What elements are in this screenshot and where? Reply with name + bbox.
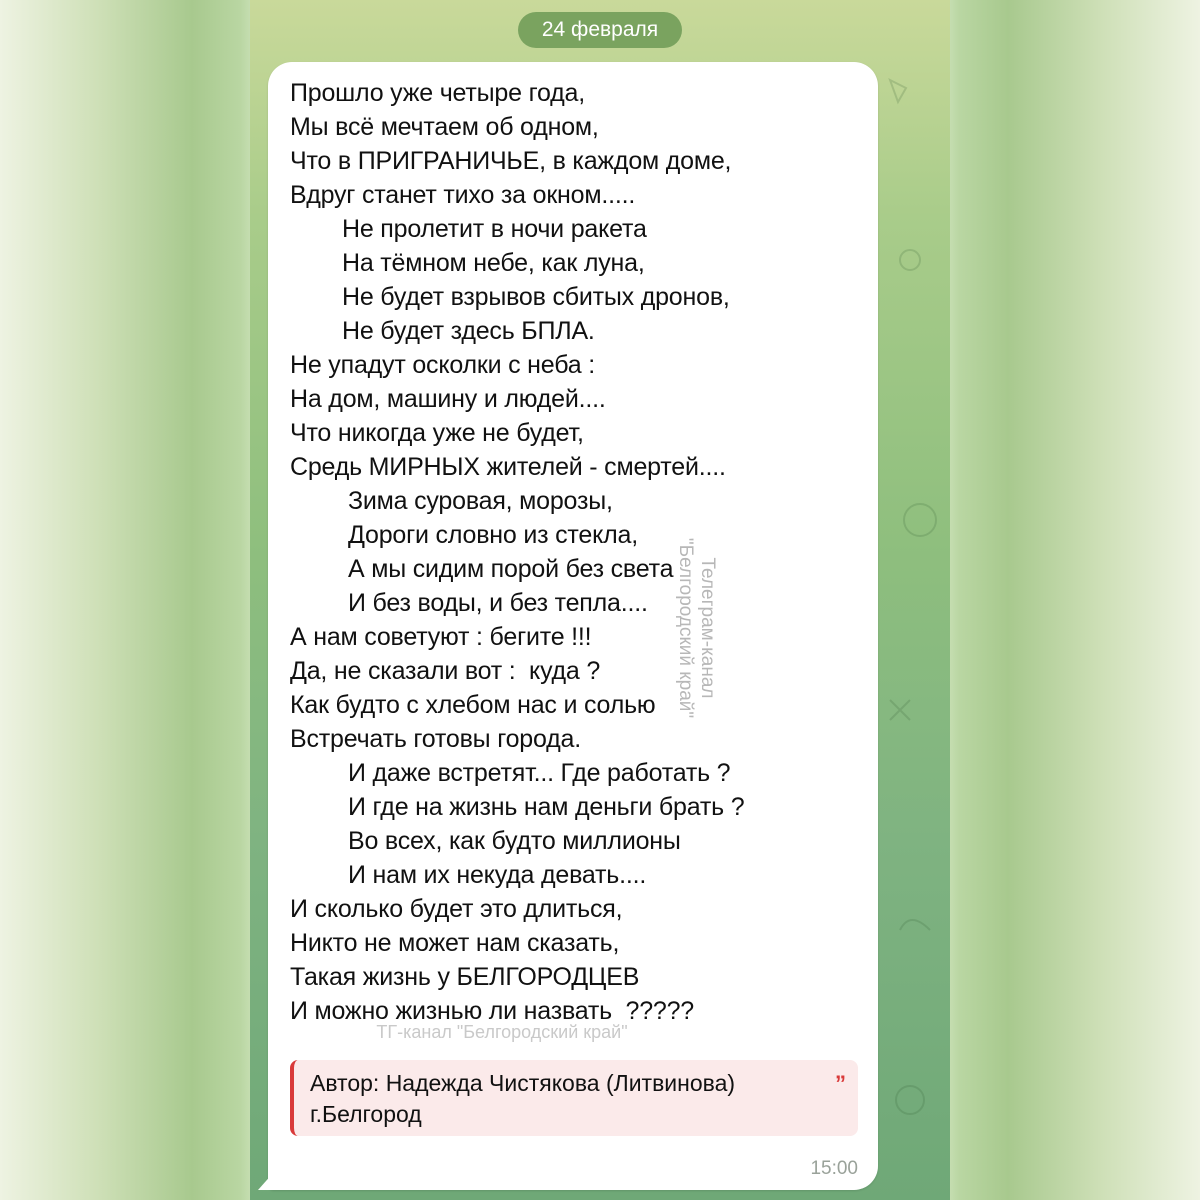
author-quote-block — [290, 1060, 858, 1136]
poem-line: А мы сидим порой без света — [348, 555, 674, 583]
message-bubble-tail — [258, 1172, 274, 1190]
poem-line: И где на жизнь нам деньги брать ? — [348, 793, 745, 821]
poem-line: И сколько будет это длиться, — [290, 895, 623, 923]
watermark-vertical: Телеграм-канал "Белгородский край" — [675, 537, 718, 719]
poem-line: И без воды, и без тепла.... — [348, 589, 648, 617]
poem-line: Дороги словно из стекла, — [348, 521, 638, 549]
poem-line: И нам их некуда девать.... — [348, 861, 647, 889]
date-badge: 24 февраля — [518, 12, 682, 48]
poem-line: Вдруг станет тихо за окном..... — [290, 181, 636, 209]
poem-line: И можно жизнью ли назвать ????? — [290, 997, 695, 1025]
quote-mark-icon: ” — [835, 1071, 846, 1096]
poem-line: Что в ПРИГРАНИЧЬЕ, в каждом доме, — [290, 147, 732, 175]
poem-line: Не будет взрывов сбитых дронов, — [342, 283, 730, 311]
poem-line: Средь МИРНЫХ жителей - смертей.... — [290, 453, 726, 481]
poem-line: Да, не сказали вот : куда ? — [290, 657, 601, 685]
quote-city-line: г.Белгород — [310, 1101, 422, 1127]
poem-line: Во всех, как будто миллионы — [348, 827, 681, 855]
poem-line: Не пролетит в ночи ракета — [342, 215, 647, 243]
poem-line: Встречать готовы города. — [290, 725, 581, 753]
poem-line: Как будто с хлебом нас и солью — [290, 691, 656, 719]
poem-line: На тёмном небе, как луна, — [342, 249, 645, 277]
poem-line: Никто не может нам сказать, — [290, 929, 620, 957]
poem-line: Не упадут осколки с неба : — [290, 351, 595, 379]
message-time: 15:00 — [810, 1158, 858, 1179]
poem-line: Не будет здесь БПЛА. — [342, 317, 595, 345]
poem-line: Прошло уже четыре года, — [290, 79, 585, 107]
poem-line: Мы всё мечтаем об одном, — [290, 113, 599, 141]
chat-screen — [250, 0, 950, 1200]
poem-line: На дом, машину и людей.... — [290, 385, 606, 413]
poem-line: Что никогда уже не будет, — [290, 419, 584, 447]
poem-line: Такая жизнь у БЕЛГОРОДЦЕВ — [290, 963, 640, 991]
poem-line: А нам советуют : бегите !!! — [290, 623, 592, 651]
poem-line: И даже встретят... Где работать ? — [348, 759, 731, 787]
poem-line: Зима суровая, морозы, — [348, 487, 613, 515]
watermark-bottom: ТГ-канал "Белгородский край" — [376, 1022, 628, 1042]
quote-author-line: Автор: Надежда Чистякова (Литвинова) — [310, 1070, 736, 1096]
message-text — [290, 76, 850, 1028]
